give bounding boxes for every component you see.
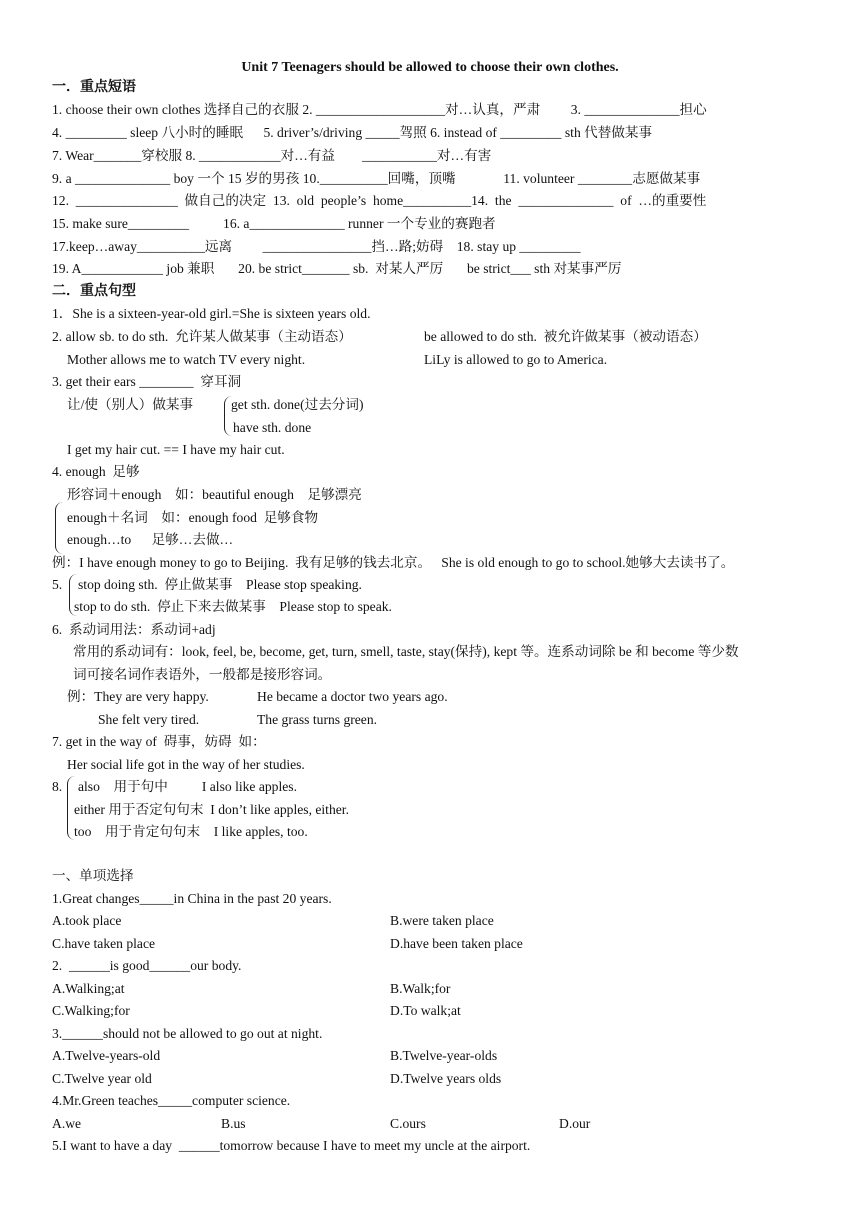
question-4: 4.Mr.Green teaches_____computer science. — [52, 1093, 291, 1108]
sentence-pattern-1: 1．She is a sixteen-year-old girl.=She is sixteen years old. — [52, 306, 371, 321]
causative-form: have sth. done — [233, 420, 312, 435]
question-2: 2. ______is good______our body. — [52, 958, 242, 973]
phrase-line: 15. make sure_________ 16. a______________ runner 一个专业的赛跑者 — [52, 216, 496, 231]
answer-option[interactable]: A.Twelve-years-old — [52, 1048, 161, 1063]
answer-option[interactable]: B.were taken place — [390, 913, 494, 928]
answer-option[interactable]: C.Twelve year old — [52, 1071, 152, 1086]
answer-option[interactable]: D.have been taken place — [390, 936, 523, 951]
phrase-line: 7. Wear_______穿校服 8. ____________对…有益 ___________对…有害 — [52, 148, 492, 163]
phrase-line: 9. a ______________ boy 一个 15 岁的男孩 10.__________回嘴，顶嘴 11. volunteer ________志愿做某事 — [52, 171, 701, 186]
sentence-pattern-3: 3. get their ears ________ 穿耳洞 — [52, 374, 242, 389]
sentence-pattern-2: 2. allow sb. to do sth. 允许某人做某事（主动语态） — [52, 329, 352, 344]
answer-option[interactable]: C.ours — [390, 1116, 426, 1131]
answer-option[interactable]: C.Walking;for — [52, 1003, 130, 1018]
answer-option[interactable]: D.our — [559, 1116, 591, 1131]
answer-option[interactable]: A.we — [52, 1116, 82, 1131]
example-sentence: Mother allows me to watch TV every night. — [67, 352, 306, 367]
phrase-line: 12. _______________ 做自己的决定 13. old people’s home__________14. the ______________ of …的重要性 — [52, 193, 707, 208]
linking-verb-note: 常用的系动词有：look, feel, be, become, get, turn, smell, taste, stay(保持), kept 等。连系动词除 be 和 become 等少数 — [73, 644, 739, 659]
phrase-line: 4. _________ sleep 八小时的睡眠 5. driver’s/driving _____驾照 6. instead of _________ sth 代替做某事 — [52, 125, 653, 140]
answer-option[interactable]: D.Twelve years olds — [390, 1071, 502, 1086]
sentence-pattern-6: 6. 系动词用法：系动词+adj — [52, 622, 216, 637]
sentence-pattern-2-passive: be allowed to do sth. 被允许做某事（被动语态） — [424, 329, 707, 344]
example-sentence: 例：I have enough money to go to Beijing. 我有足够的钱去北京。 She is old enough to go to school.她够大去读书了。 — [52, 555, 735, 570]
answer-option[interactable]: B.Walk;for — [390, 981, 451, 996]
question-3: 3.______should not be allowed to go out at night. — [52, 1026, 323, 1041]
example-sentence: He became a doctor two years ago. — [257, 689, 448, 704]
causative-form: get sth. done(过去分词) — [231, 397, 364, 412]
causative-label: 让/使（别人）做某事 — [67, 397, 194, 412]
example-sentence: Her social life got in the way of her studies. — [67, 757, 305, 772]
brace-icon — [55, 502, 64, 554]
sentence-pattern-8-number: 8. — [52, 779, 63, 794]
phrase-line: 17.keep…away__________远离 ________________挡…路;妨碍 18. stay up _________ — [52, 239, 581, 254]
linking-verb-note: 词可接名词作表语外，一般都是接形容词。 — [73, 667, 332, 682]
sentence-pattern-4: 4. enough 足够 — [52, 464, 140, 479]
example-sentence: The grass turns green. — [257, 712, 378, 727]
phrase-line: 19. A____________ job 兼职 20. be strict_______ sb. 对某人严厉 be strict___ sth 对某事严厉 — [52, 261, 622, 276]
answer-option[interactable]: B.Twelve-year-olds — [390, 1048, 498, 1063]
question-1: 1.Great changes_____in China in the past 20 years. — [52, 891, 332, 906]
enough-usage: 形容词＋enough 如：beautiful enough 足够漂亮 — [67, 487, 362, 502]
example-sentence: I get my hair cut. == I have my hair cut. — [67, 442, 285, 457]
phrase-line: 1. choose their own clothes 选择自己的衣服 2. ___________________对…认真，严肃 3. ______________担心 — [52, 102, 707, 117]
also-either-too-usage: also 用于句中 I also like apples. — [78, 779, 297, 794]
answer-option[interactable]: A.took place — [52, 913, 122, 928]
stop-usage: stop to do sth. 停止下来去做某事 Please stop to speak. — [74, 599, 392, 614]
question-5: 5.I want to have a day ______tomorrow because I have to meet my uncle at the airport. — [52, 1138, 531, 1153]
section-heading-exercises: 一、单项选择 — [52, 868, 134, 883]
section-heading-sentences: 二．重点句型 — [52, 284, 136, 299]
also-either-too-usage: too 用于肯定句句末 I like apples, too. — [74, 824, 308, 839]
section-heading-phrases: 一．重点短语 — [52, 80, 136, 95]
enough-usage: enough＋名词 如：enough food 足够食物 — [67, 510, 319, 525]
sentence-pattern-7: 7. get in the way of 碍事，妨碍 如： — [52, 734, 266, 749]
example-sentence: She felt very tired. — [98, 712, 200, 727]
answer-option[interactable]: B.us — [221, 1116, 246, 1131]
page-title: Unit 7 Teenagers should be allowed to choose their own clothes. — [241, 60, 619, 75]
sentence-pattern-5-number: 5. — [52, 577, 63, 592]
answer-option[interactable]: A.Walking;at — [52, 981, 125, 996]
answer-option[interactable]: D.To walk;at — [390, 1003, 461, 1018]
answer-option[interactable]: C.have taken place — [52, 936, 156, 951]
example-sentence: LiLy is allowed to go to America. — [424, 352, 608, 367]
stop-usage: stop doing sth. 停止做某事 Please stop speaking. — [78, 577, 362, 592]
example-sentence: 例：They are very happy. — [67, 689, 209, 704]
enough-usage: enough…to 足够…去做… — [67, 532, 234, 547]
also-either-too-usage: either 用于否定句句末 I don’t like apples, either. — [74, 802, 349, 817]
